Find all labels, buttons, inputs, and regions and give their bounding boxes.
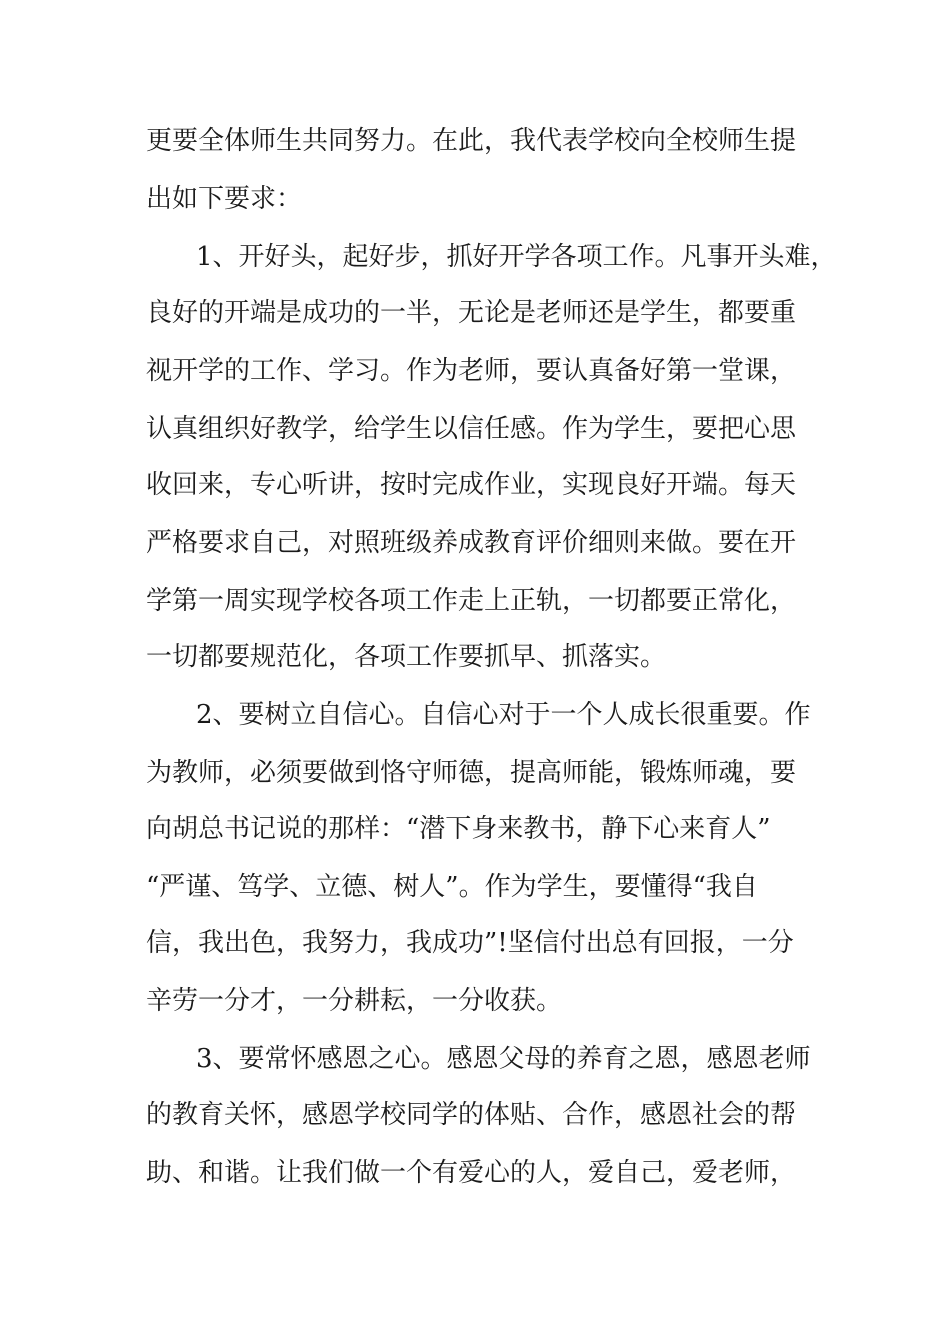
- paragraph-1-first-line: 1、开好头，起好步，抓好开学各项工作。凡事开头难，: [196, 242, 837, 272]
- text-line: 更要全体师生共同努力。在此，我代表学校向全校师生提: [146, 126, 797, 156]
- text-line: 收回来，专心听讲，按时完成作业，实现良好开端。每天: [146, 470, 797, 500]
- text-line: 信，我出色，我努力，我成功”!坚信付出总有回报，一分: [146, 928, 794, 958]
- text-line: 辛劳一分才，一分耕耘，一分收获。: [146, 986, 563, 1016]
- paragraph-3-first-line: 3、要常怀感恩之心。感恩父母的养育之恩，感恩老师: [196, 1044, 811, 1074]
- text-line: 为教师，必须要做到恪守师德，提高师能，锻炼师魂，要: [146, 758, 797, 788]
- text-line: 严格要求自己，对照班级养成教育评价细则来做。要在开: [146, 528, 797, 558]
- text-line: 出如下要求：: [146, 184, 303, 214]
- paragraph-2-first-line: 2、要树立自信心。自信心对于一个人成长很重要。作: [196, 700, 811, 730]
- text-line: 向胡总书记说的那样：“潜下身来教书，静下心来育人”: [146, 814, 771, 844]
- text-line: 的教育关怀，感恩学校同学的体贴、合作，感恩社会的帮: [146, 1100, 797, 1130]
- text-line: 良好的开端是成功的一半，无论是老师还是学生，都要重: [146, 298, 797, 328]
- text-line: 一切都要规范化，各项工作要抓早、抓落实。: [146, 642, 667, 672]
- text-line: 学第一周实现学校各项工作走上正轨，一切都要正常化，: [146, 586, 797, 616]
- text-line: 助、和谐。让我们做一个有爱心的人，爱自己，爱老师，: [146, 1158, 797, 1188]
- text-line: 认真组织好教学，给学生以信任感。作为学生，要把心思: [146, 414, 797, 444]
- text-line: 视开学的工作、学习。作为老师，要认真备好第一堂课，: [146, 356, 797, 386]
- text-line: “严谨、笃学、立德、树人”。作为学生，要懂得“我自: [146, 872, 758, 902]
